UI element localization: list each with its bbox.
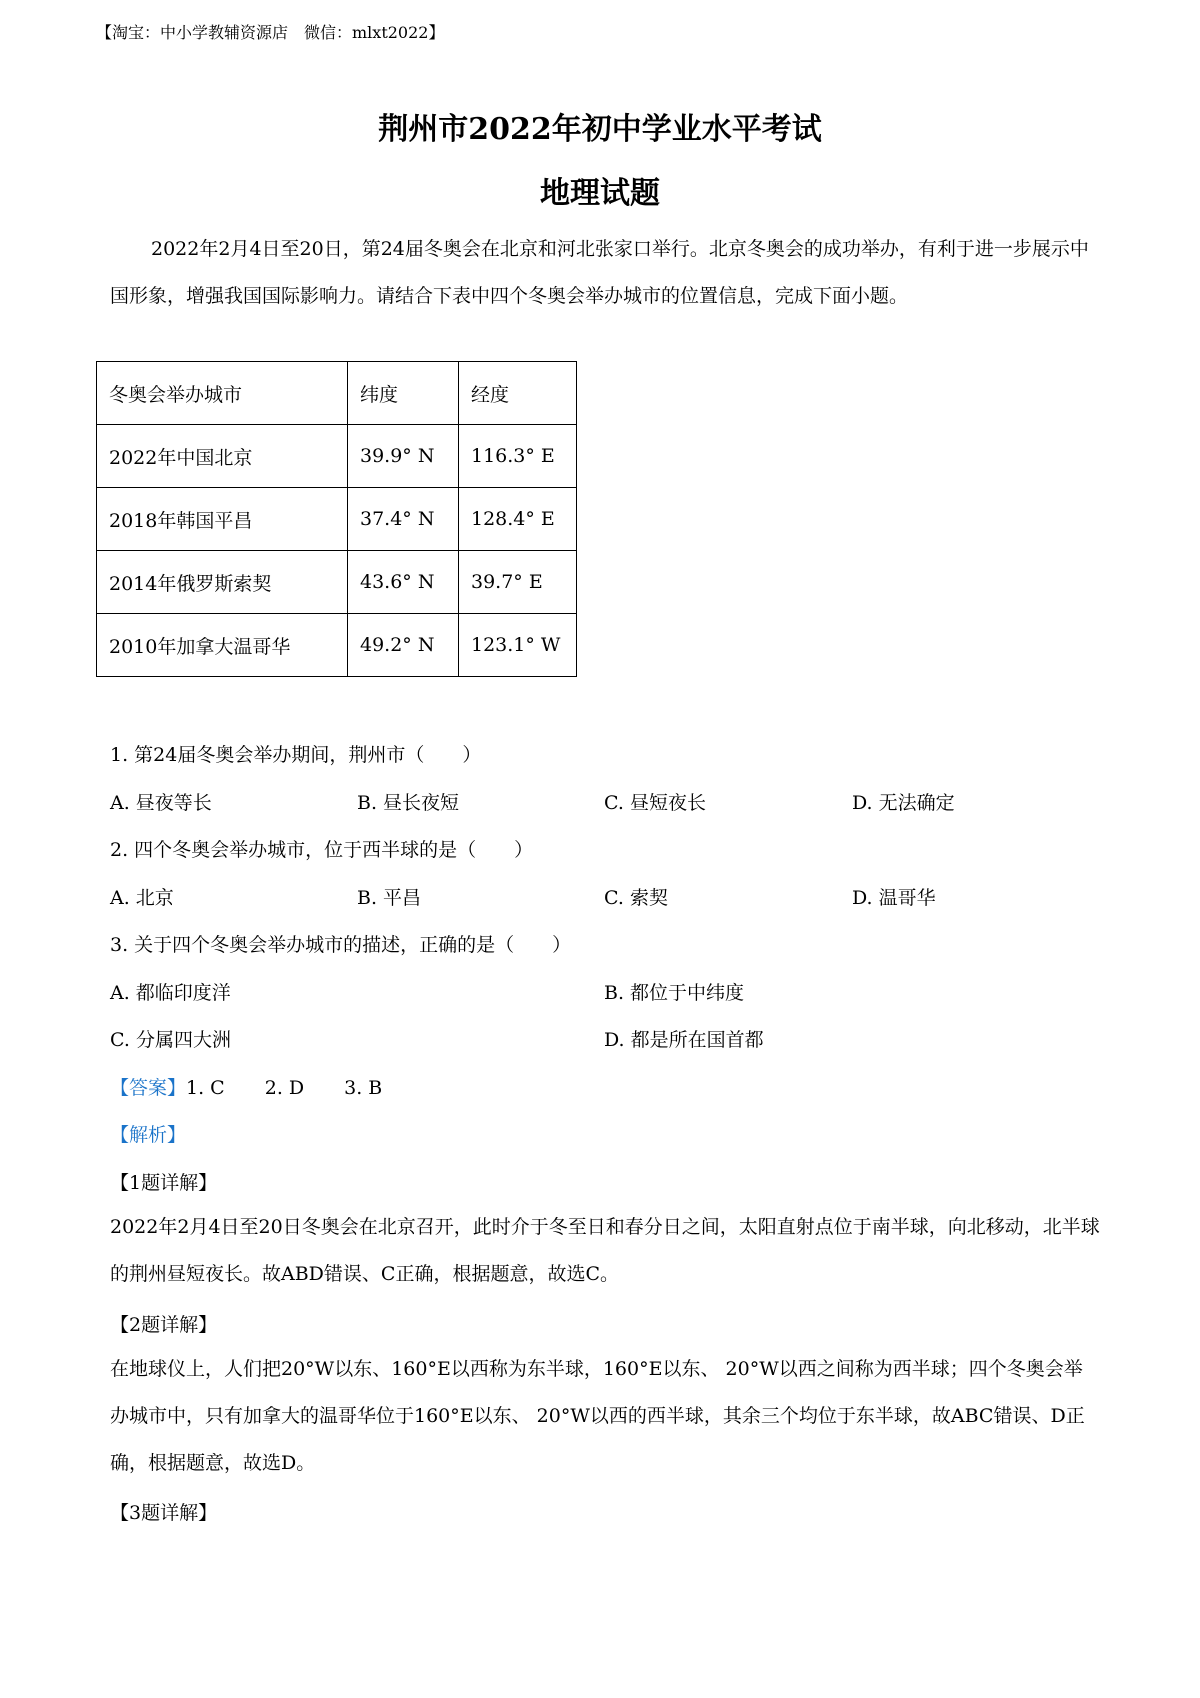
answer-item: 2. D <box>264 1077 305 1099</box>
detail-text-2: 在地球仪上，人们把20°W以东、160°E以西称为东半球，160°E以东、 20°W以西之间称为西半球；四个冬奥会举办城市中，只有加拿大的温哥华位于160°E以东、 20°W以西的西半球，其余三个均位于东半球，故ABC错误、D正确，根据题意，故选D。 <box>110 1358 1085 1474</box>
detail-heading-2: 【2题详解】 <box>110 1314 218 1336</box>
option-q1-b: B. 昼长夜短 <box>357 792 460 814</box>
table-cell: 39.7° E <box>459 551 577 614</box>
detail-heading-1: 【1题详解】 <box>110 1172 218 1194</box>
table-header-cell: 纬度 <box>348 362 459 425</box>
table-cell: 2014年俄罗斯索契 <box>97 551 348 614</box>
table-header-row <box>97 362 577 425</box>
option-q3-a: A. 都临印度洋 <box>110 982 231 1004</box>
table-cell: 2010年加拿大温哥华 <box>97 614 348 677</box>
question-1: 1. 第24届冬奥会举办期间，荆州市（ ） <box>110 744 482 766</box>
table-header-cell: 冬奥会举办城市 <box>97 362 348 425</box>
table-cell: 43.6° N <box>348 551 459 614</box>
option-q1-d: D. 无法确定 <box>852 792 955 814</box>
table-header-cell: 经度 <box>459 362 577 425</box>
page-title: 荆州市2022年初中学业水平考试 <box>378 112 822 147</box>
option-q2-d: D. 温哥华 <box>852 887 936 909</box>
table-cell: 49.2° N <box>348 614 459 677</box>
table-cell: 2018年韩国平昌 <box>97 488 348 551</box>
answer-item: 1. C <box>186 1077 225 1099</box>
header-tag: 【淘宝：中小学教辅资源店 微信：mlxt2022】 <box>96 23 445 42</box>
answer-label: 【答案】 <box>110 1077 187 1099</box>
option-q3-c: C. 分属四大洲 <box>110 1029 231 1051</box>
table-cell: 128.4° E <box>459 488 577 551</box>
table-cell: 123.1° W <box>459 614 577 677</box>
option-q3-b: B. 都位于中纬度 <box>604 982 745 1004</box>
analysis-label: 【解析】 <box>110 1124 187 1146</box>
intro-paragraph: 2022年2月4日至20日，第24届冬奥会在北京和河北张家口举行。北京冬奥会的成功举办，有利于进一步展示中国形象，增强我国国际影响力。请结合下表中四个冬奥会举办城市的位置信息，完成下面小题。 <box>110 238 1089 307</box>
table-cell: 37.4° N <box>348 488 459 551</box>
question-2: 2. 四个冬奥会举办城市，位于西半球的是（ ） <box>110 839 534 861</box>
option-q2-c: C. 索契 <box>604 887 668 909</box>
detail-text-1: 2022年2月4日至20日冬奥会在北京召开，此时介于冬至日和春分日之间，太阳直射点位于南半球，向北移动，北半球的荆州昼短夜长。故ABD错误、C正确，根据题意，故选C。 <box>110 1216 1100 1285</box>
page-subtitle: 地理试题 <box>540 176 660 211</box>
table-cell: 2022年中国北京 <box>97 425 348 488</box>
option-q1-c: C. 昼短夜长 <box>604 792 706 814</box>
table-cell: 39.9° N <box>348 425 459 488</box>
option-q2-b: B. 平昌 <box>357 887 422 909</box>
table-row <box>97 488 577 551</box>
option-q2-a: A. 北京 <box>110 887 174 909</box>
detail-heading-3: 【3题详解】 <box>110 1502 218 1524</box>
table-row <box>97 614 577 677</box>
table-row <box>97 425 577 488</box>
table-row <box>97 551 577 614</box>
option-q1-a: A. 昼夜等长 <box>110 792 212 814</box>
answer-line <box>110 1073 382 1100</box>
olympic-cities-table <box>96 361 577 677</box>
question-3: 3. 关于四个冬奥会举办城市的描述，正确的是（ ） <box>110 934 572 956</box>
option-q3-d: D. 都是所在国首都 <box>604 1029 764 1051</box>
table-cell: 116.3° E <box>459 425 577 488</box>
answer-item: 3. B <box>344 1077 383 1099</box>
